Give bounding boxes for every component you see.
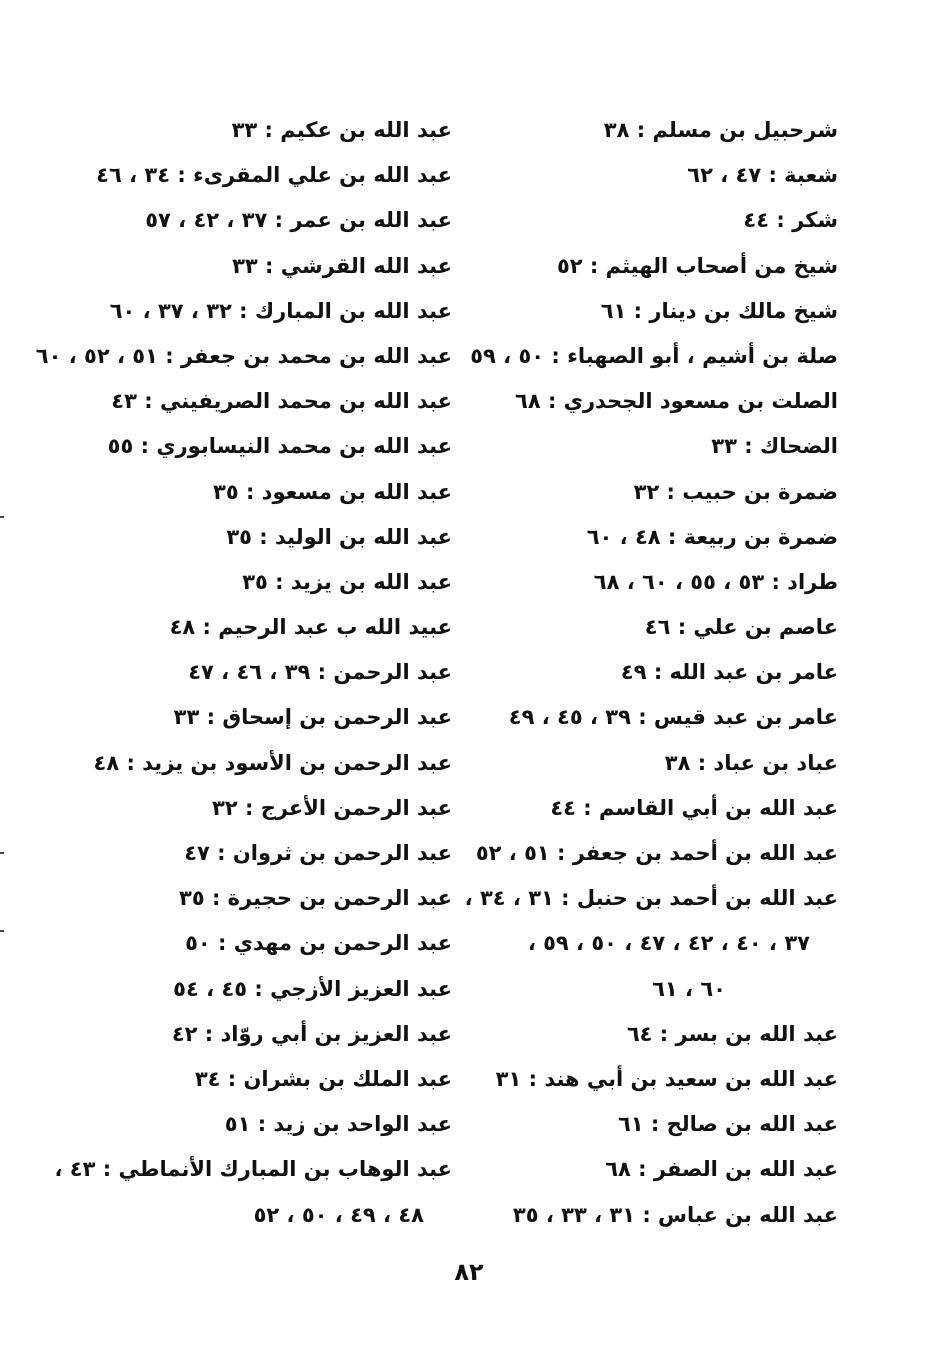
index-entry: ضمرة بن حبيب : ٣٢ <box>633 479 838 504</box>
index-entry: عبد العزيز الأزجي : ٤٥ ، ٥٤ <box>173 976 452 1001</box>
index-entry: عبد الله بن أحمد بن جعفر : ٥١ ، ٥٢ <box>475 841 838 865</box>
index-entry: عامر بن عبد قيس : ٣٩ ، ٤٥ ، ٤٩ <box>508 705 838 730</box>
index-entry: الصلت بن مسعود الجحدري : ٦٨ <box>515 389 838 414</box>
index-entry: عبد الملك بن بشران : ٣٤ <box>194 1066 452 1091</box>
index-column-left <box>35 108 452 1238</box>
index-column-right <box>464 108 838 1238</box>
index-entry: عبد الرحمن بن إسحاق : ٣٣ <box>173 705 452 730</box>
index-entry: شيخ مالك بن دينار : ٦١ <box>600 298 838 323</box>
edge-mark <box>0 852 4 854</box>
index-entry: عبيد الله ب عبد الرحيم : ٤٨ <box>169 615 452 640</box>
edge-mark <box>0 516 4 518</box>
index-entry: عبد الله بن عكيم : ٣٣ <box>231 118 452 142</box>
index-entry: شعبة : ٤٧ ، ٦٢ <box>687 163 838 188</box>
index-entry: عبد الله بن محمد النيسابوري : ٥٥ <box>107 434 452 459</box>
index-entry: شكر : ٤٤ <box>743 208 838 233</box>
index-entry: عامر بن عبد الله : ٤٩ <box>620 660 838 685</box>
index-entry: عبد العزيز بن أبي روّاد : ٤٢ <box>171 1021 452 1046</box>
index-entry: عبد الرحمن : ٣٩ ، ٤٦ ، ٤٧ <box>188 660 452 685</box>
index-entry: عبد الرحمن بن مهدي : ٥٠ <box>185 931 452 956</box>
index-entry: طراد : ٥٣ ، ٥٥ ، ٦٠ ، ٦٨ <box>593 569 838 594</box>
index-entry: عبد الرحمن بن ثروان : ٤٧ <box>184 841 452 865</box>
index-entry: عبد الله بن أبي القاسم : ٤٤ <box>550 795 838 820</box>
index-entry-continuation: ٤٨ ، ٤٩ ، ٥٠ ، ٥٢ <box>253 1202 424 1227</box>
index-entry: عبد الله القرشي : ٣٣ <box>232 253 452 278</box>
index-entry: عبد الرحمن بن حجيرة : ٣٥ <box>179 886 452 911</box>
index-entry: شيخ من أصحاب الهيثم : ٥٢ <box>556 253 838 278</box>
index-entry: عبد الله بن الوليد : ٣٥ <box>226 524 452 549</box>
index-entry: عبد الواحد بن زيد : ٥١ <box>224 1112 452 1137</box>
index-entry: عباد بن عباد : ٣٨ <box>664 750 838 775</box>
index-entry: عبد الله بن صالح : ٦١ <box>617 1112 838 1137</box>
index-entry: عبد الرحمن بن الأسود بن يزيد : ٤٨ <box>93 750 452 775</box>
index-entry: عبد الله بن المبارك : ٣٢ ، ٣٧ ، ٦٠ <box>109 298 452 323</box>
index-entry: عبد الله بن محمد بن جعفر : ٥١ ، ٥٢ ، ٦٠ <box>35 343 452 368</box>
index-entry: عبد الوهاب بن المبارك الأنماطي : ٤٣ ، <box>54 1157 452 1182</box>
index-entry: عبد الله بن عمر : ٣٧ ، ٤٢ ، ٥٧ <box>145 208 452 233</box>
index-entry: عبد الرحمن الأعرج : ٣٢ <box>212 795 452 820</box>
index-entry: صلة بن أشيم ، أبو الصهباء : ٥٠ ، ٥٩ <box>470 343 838 368</box>
index-entry: الضحاك : ٣٣ <box>711 434 838 459</box>
index-entry: عبد الله بن أحمد بن حنبل : ٣١ ، ٣٤ ، <box>464 886 838 911</box>
index-entry: عبد الله بن علي المقرىء : ٣٤ ، ٤٦ <box>96 163 452 188</box>
index-entry: عبد الله بن عباس : ٣١ ، ٣٣ ، ٣٥ <box>512 1202 838 1227</box>
page-number: ٨٢ <box>454 1258 484 1286</box>
index-entry: عاصم بن علي : ٤٦ <box>644 615 838 640</box>
edge-mark <box>0 930 4 932</box>
index-entry: عبد الله بن يزيد : ٣٥ <box>242 569 452 594</box>
index-entry-continuation: ٣٧ ، ٤٠ ، ٤٢ ، ٤٧ ، ٥٠ ، ٥٩ ، <box>527 931 810 956</box>
index-entry: ضمرة بن ربيعة : ٤٨ ، ٦٠ <box>586 524 838 549</box>
index-entry: شرحبيل بن مسلم : ٣٨ <box>603 118 838 142</box>
index-entry: عبد الله بن الصفر : ٦٨ <box>605 1157 838 1182</box>
index-entry-continuation: ٦٠ ، ٦١ <box>652 976 726 1001</box>
index-entry: عبد الله بن بسر : ٦٤ <box>626 1021 838 1046</box>
index-entry: عبد الله بن سعيد بن أبي هند : ٣١ <box>495 1066 838 1091</box>
index-entry: عبد الله بن محمد الصريفيني : ٤٣ <box>111 389 452 414</box>
index-entry: عبد الله بن مسعود : ٣٥ <box>213 479 452 504</box>
